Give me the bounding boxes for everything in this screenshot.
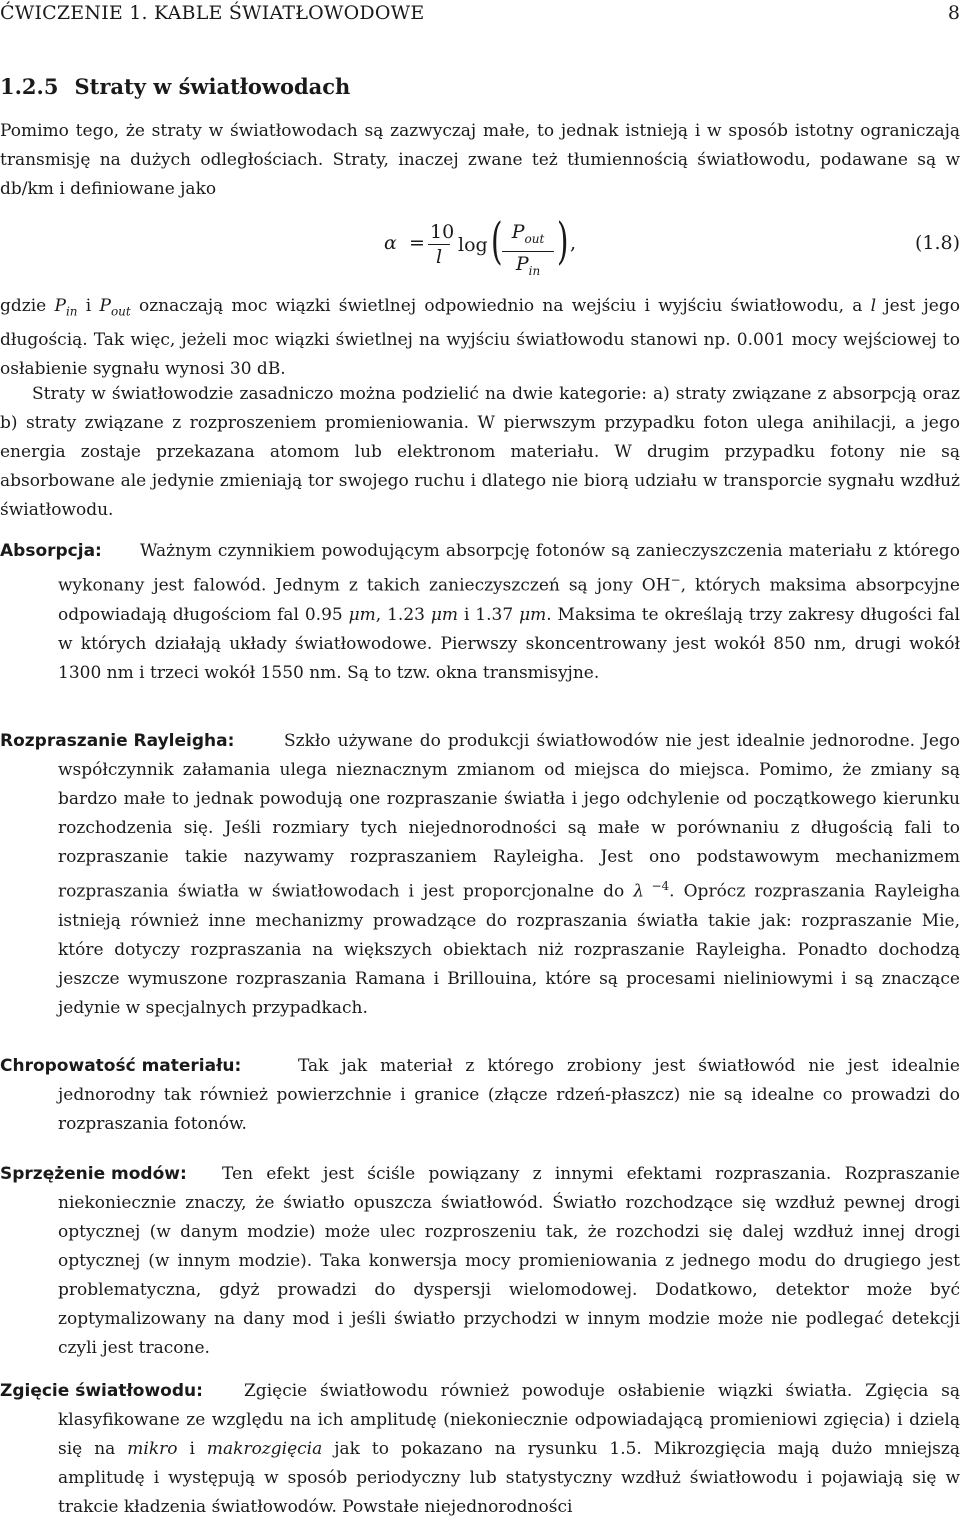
unit-um: μm	[430, 604, 459, 625]
text-run: . Oprócz rozpraszania Rayleigha istnieją również inne mechanizmy prowadzące do rozpraszania światła takie jak: rozpraszanie Mie, które dotyczy rozpraszania na większych obiektach niż rozpraszanie Rayleigha. Ponadto dochodzą jeszcze wymuszone rozpraszania Ramana i Brillouina, które są procesami nieliniowymi i są znaczące jedynie w specjalnych przypadkach.	[58, 881, 960, 1018]
term-mode-coupling: Sprzężenie modów:	[0, 1164, 187, 1184]
text-run: Tak jak materiał z którego zrobiony jest światłowód nie jest idealnie jednorodny tak również powierzchnie i granice (złącze rdzeń-płaszcz) nie są idealne co prowadzi do rozpraszania fotonów.	[58, 1056, 960, 1134]
eq-pin-symbol: P	[515, 252, 529, 275]
term-makro: makrozgięcia	[206, 1439, 323, 1459]
eq-comma: ,	[570, 232, 577, 254]
text-run: i	[177, 1439, 207, 1459]
eq-pin-sub: in	[528, 263, 541, 278]
equation-attenuation	[0, 212, 960, 282]
eq-right-paren: )	[556, 212, 569, 270]
equation-explanation	[0, 292, 960, 384]
item-bending	[0, 1377, 960, 1522]
term-rayleigh: Rozpraszanie Rayleigha:	[0, 731, 235, 751]
equation-number: (1.8)	[914, 232, 960, 254]
text-run: . Maksima te określają trzy zakresy długości fal w których działają układy światłowodowe. Pierwszy skoncentrowany jest wokół 850 nm, drugi wokół 1300 nm i trzeci wokół 1550 nm. Są to tzw. okna transmisyjne.	[58, 604, 960, 683]
text-run: jest jego długością. Tak więc, jeżeli moc wiązki świetlnej na wyjściu światłowodu stanowi np. 0.001 mocy wejściowej to osłabienie sygnału wynosi 30 dB.	[0, 296, 960, 380]
eq-pout-sub: out	[524, 231, 545, 246]
text-run: , których maksima absorpcyjne odpowiadają długościom fal 0.95	[58, 575, 960, 625]
page-number: 8	[947, 2, 960, 24]
item-rayleigh	[0, 727, 960, 1023]
symbol-p-in: P	[54, 296, 66, 316]
eq-log: log	[458, 234, 488, 256]
eq-pin	[502, 252, 554, 283]
superscript: −4	[644, 879, 670, 893]
unit-um: μm	[519, 604, 547, 625]
item-mode-coupling	[0, 1160, 960, 1363]
symbol-lambda: λ	[633, 881, 645, 902]
item-rayleigh-body	[58, 727, 960, 1023]
item-absorption	[0, 537, 960, 688]
loss-categories-paragraph: Straty w światłowodzie zasadniczo można podzielić na dwie kategorie: a) straty związane z absorpcją oraz b) straty związane z rozproszeniem promieniowania. W pierwszym przypadku foton ulega anihilacji, a jego energia zostaje przekazana atomom lub elektronom materiału. W drugim przypadku fotony nie są absorbowane ale jedynie zmieniają tor swojego ruchu i dlatego nie biorą udziału w transporcie sygnału wzdłuż światłowodu.	[0, 384, 960, 520]
symbol-p-out-sub: out	[110, 304, 131, 319]
eq-fraction-power	[502, 220, 554, 283]
text-run: i	[77, 296, 100, 316]
item-absorption-body	[58, 537, 960, 688]
text-run: Szkło używane do produkcji światłowodów nie jest idealnie jednorodne. Jego współczynnik załamania ulega nieznacznym zmianom od miejsca do miejsca. Pomimo, że zmiany są bardzo małe to jednak powodują one rozpraszanie światła i jego odchylenie od początkowego kierunku rozchodzenia się. Jeśli rozmiary tych niejednorodności są małe w porównaniu z długością fali to rozpraszanie takie nazywamy rozpraszaniem Rayleigha. Jest ono podstawowym mechanizmem rozpraszania światła w światłowodach i jest proporcjonalne do	[58, 731, 960, 902]
running-header	[0, 2, 960, 28]
text-run: Ważnym czynnikiem powodującym absorpcję fotonów są zanieczyszczenia materiału z którego wykonany jest falowód. Jednym z takich zanieczyszczeń są jony OH	[58, 541, 960, 596]
text-run: Ten efekt jest ściśle powiązany z innymi efektami rozpraszania. Rozpraszanie niekoniecznie znaczy, że światło opuszcza światłowód. Światło rozchodzące się wzdłuż pewnej drogi optycznej (w danym modzie) może ulec rozproszeniu tak, że rozchodzi się dalej wzdłuż innej drogi optycznej (w innym modzie). Taka konwersja mocy promieniowania z jednego modu do drugiego jest problematyczna, gdyż prowadzi do dyspersji wielomodowej. Dodatkowo, detektor może być zoptymalizowany na dany mod i jeśli światło przychodzi w innym modzie może nie podlegać detekcji czyli jest tracone.	[58, 1164, 960, 1358]
eq-numerator: 10	[430, 221, 455, 243]
intro-paragraph: Pomimo tego, że straty w światłowodach są zazwyczaj małe, to jednak istnieją i w sposób istotny ograniczają transmisję na dużych odległościach. Straty, inaczej zwane też tłumiennością światłowodu, podawane są w db/km i definiowane jako	[0, 121, 960, 199]
text-run: jak to pokazano na rysunku 1.5. Mikrozgięcia mają dużo mniejszą amplitudę i występują w sposób periodyczny lub statystyczny wzdłuż światłowodu i pojawiają się w trakcie kładzenia światłowodów. Powstałe niejednorodności	[58, 1439, 960, 1517]
term-roughness: Chropowatość materiału:	[0, 1056, 242, 1076]
section-number: 1.2.5	[0, 74, 59, 99]
unit-um: μm	[348, 604, 376, 625]
text-run: oznaczają moc wiązki świetlnej odpowiednio na wejściu i wyjściu światłowodu, a	[130, 296, 871, 316]
section-heading	[0, 74, 350, 99]
item-roughness	[0, 1052, 960, 1139]
text-run: Zgięcie światłowodu również powoduje osłabienie wiązki światła. Zgięcia są klasyfikowane ze względu na ich amplitudę (niekoniecznie odpowiadającą promieniowi zgięcia) i dzielą się na	[58, 1381, 960, 1459]
eq-left-paren: (	[490, 212, 503, 270]
text-run: i 1.37	[458, 604, 520, 625]
superscript: −	[670, 573, 681, 587]
text-run: , 1.23	[375, 604, 431, 625]
section-title: Straty w światłowodach	[74, 74, 351, 99]
chapter-title: ĆWICZENIE 1. KABLE ŚWIATŁOWODOWE	[0, 2, 425, 24]
eq-pout-symbol: P	[511, 221, 525, 243]
eq-pout	[502, 220, 554, 252]
symbol-l: l	[870, 296, 877, 316]
term-bending: Zgięcie światłowodu:	[0, 1381, 203, 1401]
term-absorption: Absorpcja:	[0, 541, 102, 561]
eq-fraction-10-l	[428, 220, 455, 269]
symbol-p-in-sub: in	[65, 304, 78, 319]
eq-alpha: α	[384, 232, 397, 254]
item-mode-coupling-body	[58, 1160, 960, 1363]
term-mikro: mikro	[127, 1439, 178, 1459]
symbol-p-out: P	[99, 296, 111, 316]
text-run: gdzie	[0, 296, 55, 316]
eq-denominator: l	[435, 246, 443, 268]
eq-equals: =	[409, 232, 425, 254]
